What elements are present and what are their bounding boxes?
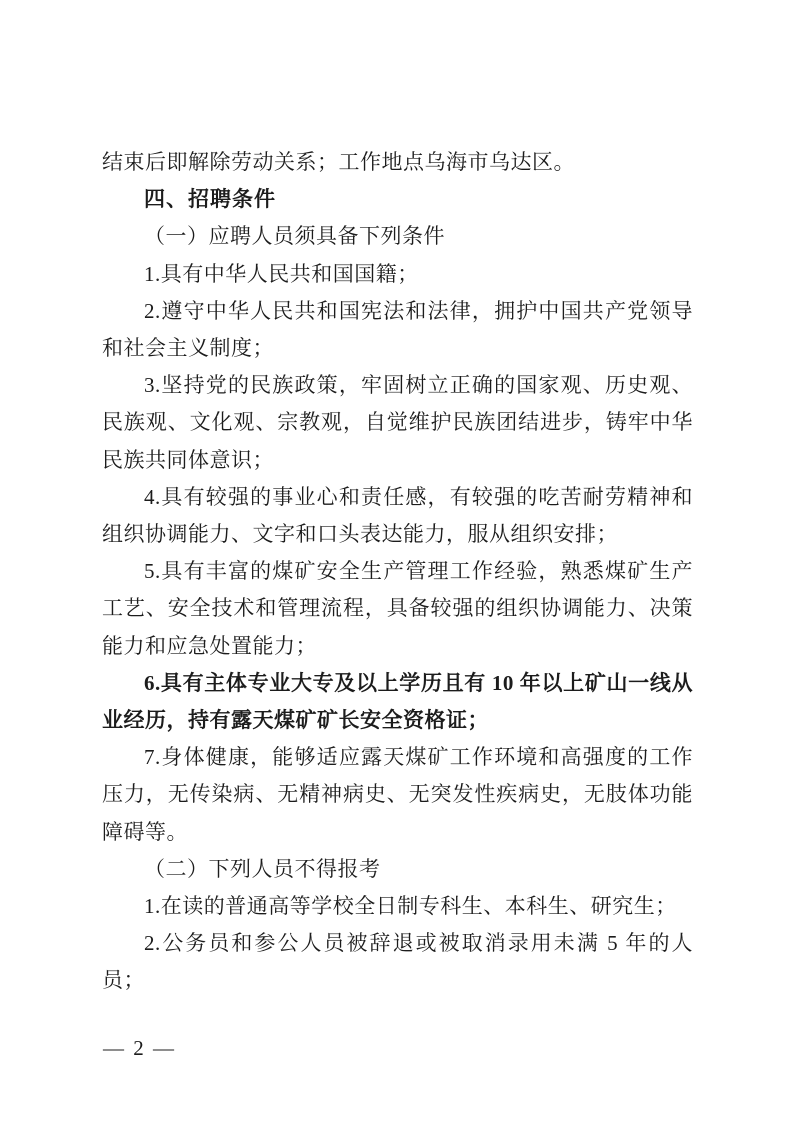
subsection-heading-ineligible-persons: （二）下列人员不得报考 xyxy=(144,856,381,881)
exclusion-item-2: 2.公务员和参公人员被辞退或被取消录用未满 5 年的人员； xyxy=(102,931,693,993)
exclusion-item-1: 1.在读的普通高等学校全日制专科生、本科生、研究生； xyxy=(144,894,677,919)
continuation-paragraph: 结束后即解除劳动关系；工作地点乌海市乌达区。 xyxy=(102,150,575,174)
condition-item-2: 2.遵守中华人民共和国宪法和法律，拥护中国共产党领导和社会主义制度； xyxy=(102,298,693,361)
condition-item-6: 6.具有主体专业大专及以上学历且有 10 年以上矿山一线从业经历，持有露天煤矿矿长安全资格证； xyxy=(102,670,693,733)
condition-item-1: 1.具有中华人民共和国国籍； xyxy=(144,261,419,286)
condition-item-5: 5.具有丰富的煤矿安全生产管理工作经验，熟悉煤矿生产工艺、安全技术和管理流程，具备较强的组织协调能力、决策能力和应急处置能力； xyxy=(102,559,693,658)
section-heading-recruitment-conditions: 四、招聘条件 xyxy=(144,188,276,212)
condition-item-4: 4.具有较强的事业心和责任感，有较强的吃苦耐劳精神和组织协调能力、文字和口头表达能力，服从组织安排； xyxy=(102,484,693,547)
page-number: — 2 — xyxy=(103,1036,176,1060)
subsection-heading-required-conditions: （一）应聘人员须具备下列条件 xyxy=(144,224,445,249)
condition-item-3: 3.坚持党的民族政策，牢固树立正确的国家观、历史观、民族观、文化观、宗教观，自觉维护民族团结进步，铸牢中华民族共同体意识； xyxy=(102,373,693,472)
condition-item-7: 7.身体健康，能够适应露天煤矿工作环境和高强度的工作压力，无传染病、无精神病史、无突发性疾病史，无肢体功能障碍等。 xyxy=(102,745,693,844)
